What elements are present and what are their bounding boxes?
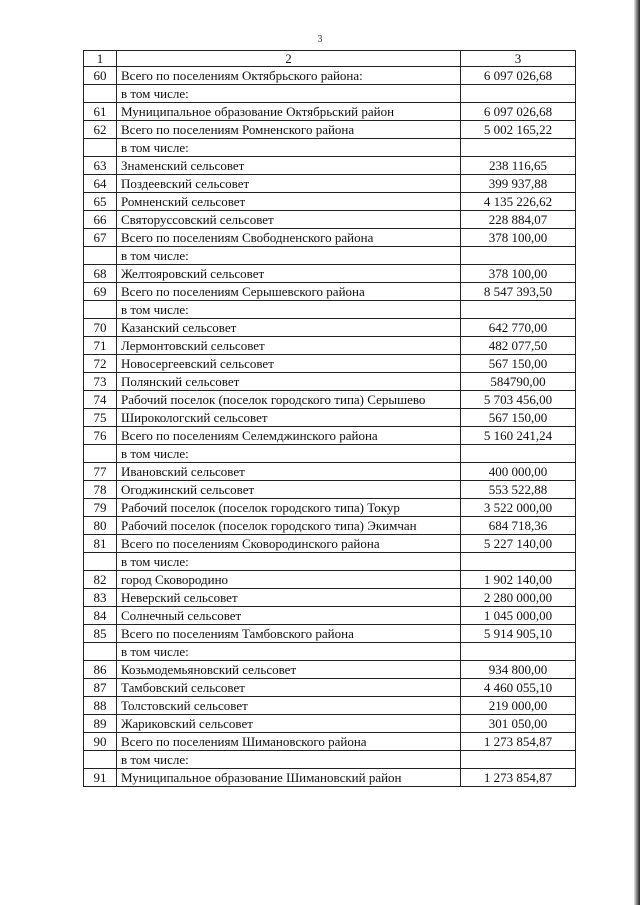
settlement-name: Ромненский сельсовет <box>117 193 461 211</box>
amount-value: 1 273 854,87 <box>461 769 576 787</box>
amount-value: 301 050,00 <box>461 715 576 733</box>
table-row <box>84 157 576 175</box>
settlement-name: Всего по поселениям Селемджинского района <box>117 427 461 445</box>
table-row <box>84 499 576 517</box>
settlement-name: Полянский сельсовет <box>117 373 461 391</box>
row-number: 90 <box>84 733 117 751</box>
column-header-name: 2 <box>117 51 461 67</box>
subheading-label: в том числе: <box>117 445 461 463</box>
settlement-name: Желтояровский сельсовет <box>117 265 461 283</box>
settlement-name: Рабочий поселок (поселок городского типа) Токур <box>117 499 461 517</box>
amount-value: 5 703 456,00 <box>461 391 576 409</box>
settlement-name: Всего по поселениям Сковородинского района <box>117 535 461 553</box>
settlement-name: Новосергеевский сельсовет <box>117 355 461 373</box>
table-row <box>84 697 576 715</box>
table-row <box>84 715 576 733</box>
budget-table <box>83 50 576 787</box>
settlement-name: Лермонтовский сельсовет <box>117 337 461 355</box>
table-body <box>84 67 576 787</box>
row-number: 66 <box>84 211 117 229</box>
row-number: 70 <box>84 319 117 337</box>
table-row <box>84 643 576 661</box>
row-number: 80 <box>84 517 117 535</box>
amount-value: 1 273 854,87 <box>461 733 576 751</box>
amount-value <box>461 445 576 463</box>
settlement-name: город Сковородино <box>117 571 461 589</box>
row-number: 62 <box>84 121 117 139</box>
row-number: 91 <box>84 769 117 787</box>
settlement-name: Всего по поселениям Ромненского района <box>117 121 461 139</box>
table-row <box>84 463 576 481</box>
amount-value <box>461 139 576 157</box>
table-row <box>84 751 576 769</box>
row-number: 65 <box>84 193 117 211</box>
row-number <box>84 751 117 769</box>
row-number: 71 <box>84 337 117 355</box>
amount-value: 228 884,07 <box>461 211 576 229</box>
table-row <box>84 769 576 787</box>
settlement-name: Знаменский сельсовет <box>117 157 461 175</box>
amount-value <box>461 301 576 319</box>
subheading-label: в том числе: <box>117 139 461 157</box>
amount-value: 584790,00 <box>461 373 576 391</box>
settlement-name: Муниципальное образование Октябрьский район <box>117 103 461 121</box>
amount-value: 400 000,00 <box>461 463 576 481</box>
subheading-label: в том числе: <box>117 553 461 571</box>
settlement-name: Казанский сельсовет <box>117 319 461 337</box>
amount-value: 482 077,50 <box>461 337 576 355</box>
amount-value <box>461 643 576 661</box>
row-number: 75 <box>84 409 117 427</box>
table-row <box>84 85 576 103</box>
amount-value <box>461 751 576 769</box>
amount-value <box>461 553 576 571</box>
amount-value: 5 002 165,22 <box>461 121 576 139</box>
settlement-name: Всего по поселениям Октябрьского района: <box>117 67 461 85</box>
table-row <box>84 139 576 157</box>
table-row <box>84 535 576 553</box>
table-row <box>84 607 576 625</box>
table-row <box>84 661 576 679</box>
table-row <box>84 283 576 301</box>
amount-value: 1 902 140,00 <box>461 571 576 589</box>
subheading-label: в том числе: <box>117 85 461 103</box>
amount-value: 6 097 026,68 <box>461 67 576 85</box>
table-row <box>84 409 576 427</box>
row-number <box>84 301 117 319</box>
row-number <box>84 247 117 265</box>
table-row <box>84 103 576 121</box>
column-header-value: 3 <box>461 51 576 67</box>
settlement-name: Рабочий поселок (поселок городского типа) Экимчан <box>117 517 461 535</box>
row-number: 85 <box>84 625 117 643</box>
settlement-name: Рабочий поселок (поселок городского типа) Серышево <box>117 391 461 409</box>
row-number: 79 <box>84 499 117 517</box>
row-number: 86 <box>84 661 117 679</box>
table-row <box>84 229 576 247</box>
settlement-name: Неверский сельсовет <box>117 589 461 607</box>
row-number: 81 <box>84 535 117 553</box>
settlement-name: Жариковский сельсовет <box>117 715 461 733</box>
table-row <box>84 553 576 571</box>
amount-value: 378 100,00 <box>461 265 576 283</box>
row-number <box>84 139 117 157</box>
settlement-name: Огоджинский сельсовет <box>117 481 461 499</box>
settlement-name: Тамбовский сельсовет <box>117 679 461 697</box>
table-row <box>84 589 576 607</box>
row-number: 89 <box>84 715 117 733</box>
table-row <box>84 517 576 535</box>
amount-value: 642 770,00 <box>461 319 576 337</box>
row-number: 72 <box>84 355 117 373</box>
subheading-label: в том числе: <box>117 751 461 769</box>
row-number <box>84 445 117 463</box>
table-row <box>84 337 576 355</box>
amount-value: 2 280 000,00 <box>461 589 576 607</box>
row-number: 76 <box>84 427 117 445</box>
table-row <box>84 355 576 373</box>
row-number: 60 <box>84 67 117 85</box>
table-row <box>84 427 576 445</box>
row-number: 61 <box>84 103 117 121</box>
table-row <box>84 247 576 265</box>
settlement-name: Муниципальное образование Шимановский район <box>117 769 461 787</box>
table-row <box>84 175 576 193</box>
amount-value: 8 547 393,50 <box>461 283 576 301</box>
amount-value: 553 522,88 <box>461 481 576 499</box>
subheading-label: в том числе: <box>117 301 461 319</box>
table-row <box>84 679 576 697</box>
amount-value: 219 000,00 <box>461 697 576 715</box>
amount-value: 6 097 026,68 <box>461 103 576 121</box>
table-row <box>84 193 576 211</box>
amount-value: 684 718,36 <box>461 517 576 535</box>
amount-value: 5 160 241,24 <box>461 427 576 445</box>
settlement-name: Всего по поселениям Шимановского района <box>117 733 461 751</box>
settlement-name: Солнечный сельсовет <box>117 607 461 625</box>
row-number <box>84 85 117 103</box>
row-number: 88 <box>84 697 117 715</box>
amount-value: 378 100,00 <box>461 229 576 247</box>
subheading-label: в том числе: <box>117 247 461 265</box>
row-number <box>84 643 117 661</box>
row-number: 87 <box>84 679 117 697</box>
table-row <box>84 391 576 409</box>
table-row <box>84 121 576 139</box>
table-row <box>84 481 576 499</box>
table-row <box>84 625 576 643</box>
row-number: 63 <box>84 157 117 175</box>
amount-value: 399 937,88 <box>461 175 576 193</box>
amount-value: 3 522 000,00 <box>461 499 576 517</box>
header-row <box>84 51 576 67</box>
row-number: 82 <box>84 571 117 589</box>
row-number: 84 <box>84 607 117 625</box>
amount-value: 4 135 226,62 <box>461 193 576 211</box>
row-number: 74 <box>84 391 117 409</box>
row-number: 78 <box>84 481 117 499</box>
row-number: 73 <box>84 373 117 391</box>
settlement-name: Толстовский сельсовет <box>117 697 461 715</box>
row-number: 83 <box>84 589 117 607</box>
amount-value <box>461 85 576 103</box>
amount-value: 934 800,00 <box>461 661 576 679</box>
table-row <box>84 373 576 391</box>
amount-value: 4 460 055,10 <box>461 679 576 697</box>
row-number: 69 <box>84 283 117 301</box>
row-number: 68 <box>84 265 117 283</box>
table-row <box>84 211 576 229</box>
amount-value: 238 116,65 <box>461 157 576 175</box>
page-number: 3 <box>317 34 323 45</box>
settlement-name: Козьмодемьяновский сельсовет <box>117 661 461 679</box>
table-row <box>84 67 576 85</box>
scan-edge-shadow <box>634 0 640 905</box>
amount-value: 5 914 905,10 <box>461 625 576 643</box>
table-header <box>84 51 576 67</box>
row-number: 67 <box>84 229 117 247</box>
table-row <box>84 265 576 283</box>
table-row <box>84 571 576 589</box>
row-number: 77 <box>84 463 117 481</box>
settlement-name: Всего по поселениям Тамбовского района <box>117 625 461 643</box>
settlement-name: Святоруссовский сельсовет <box>117 211 461 229</box>
amount-value <box>461 247 576 265</box>
table-row <box>84 445 576 463</box>
row-number <box>84 553 117 571</box>
amount-value: 1 045 000,00 <box>461 607 576 625</box>
settlement-name: Ивановский сельсовет <box>117 463 461 481</box>
table-row <box>84 301 576 319</box>
settlement-name: Широкологский сельсовет <box>117 409 461 427</box>
row-number: 64 <box>84 175 117 193</box>
settlement-name: Всего по поселениям Свободненского района <box>117 229 461 247</box>
amount-value: 567 150,00 <box>461 409 576 427</box>
column-header-number: 1 <box>84 51 117 67</box>
settlement-name: Поздеевский сельсовет <box>117 175 461 193</box>
subheading-label: в том числе: <box>117 643 461 661</box>
amount-value: 5 227 140,00 <box>461 535 576 553</box>
amount-value: 567 150,00 <box>461 355 576 373</box>
settlement-name: Всего по поселениям Серышевского района <box>117 283 461 301</box>
table-row <box>84 319 576 337</box>
table-row <box>84 733 576 751</box>
